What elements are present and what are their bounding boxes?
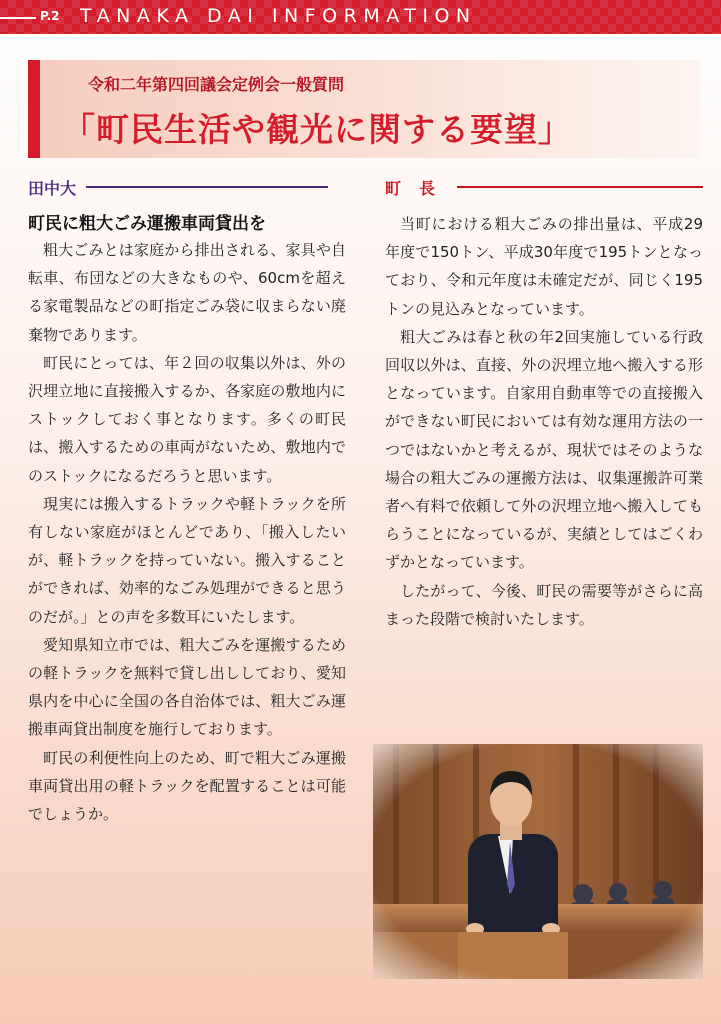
header-title: TANAKA DAI INFORMATION xyxy=(80,5,477,27)
speaker-name: 田中大 xyxy=(28,178,77,198)
question-column xyxy=(28,172,346,828)
photo-illustration xyxy=(373,744,703,979)
title-main: 「町民生活や観光に関する要望」 xyxy=(62,110,572,149)
title-subtitle: 令和二年第四回議会定例会一般質問 xyxy=(88,75,345,94)
header-bar xyxy=(0,0,721,34)
paragraph: 町民の利便性向上のため、町で粗大ごみ運搬車両貸出用の軽トラックを配置することは可能でしょうか。 xyxy=(28,748,346,824)
speaker-rule xyxy=(86,186,328,188)
paragraph: 愛知県知立市では、粗大ごみを運搬するための軽トラックを無料で貸し出ししており、愛知県内を中心に全国の各自治体では、粗大ごみ運搬車両貸出制度を施行しております。 xyxy=(28,635,346,739)
title-stripe xyxy=(28,60,40,158)
paragraph: 現実には搬入するトラックや軽トラックを所有しない家庭がほとんどであり、「搬入したいが、軽トラックを持っていない。搬入することができれば、効率的なごみ処理ができると思うのだが。」との声を多数耳にいたします。 xyxy=(28,494,346,626)
paragraph: 粗大ごみとは家庭から排出される、家具や自転車、布団などの大きなものや、60cmを超える家電製品などの町指定ごみ袋に収まらない廃棄物であります。 xyxy=(28,241,346,344)
paragraph: 当町における粗大ごみの排出量は、平成29年度で150トン、平成30年度で195トンとなっており、令和元年度は未確定だが、同じく195トンの見込みとなっています。 xyxy=(385,215,703,318)
speaker-rule xyxy=(457,186,703,188)
speaker-mayor xyxy=(385,172,703,202)
paragraph: 粗大ごみは春と秋の年2回実施している行政回収以外は、直接、外の沢埋立地へ搬入する形となっています。自家用自動車等での直接搬入ができない町民においては有効な運用方法の一つではないかと考えるが、現状ではそのような場合の粗大ごみの運搬方法は、収集運搬許可業者へ有料で依頼して外の沢埋立地へ搬入してもらうことになっているが、実績としてはごくわずかとなっています。 xyxy=(385,327,703,572)
page-number: P.2 xyxy=(40,9,60,23)
answer-column xyxy=(385,172,703,633)
header-line xyxy=(0,17,36,19)
paragraph: 町民にとっては、年２回の収集以外は、外の沢埋立地に直接搬入するか、各家庭の敷地内にストックしておく事となります。多くの町民は、搬入するための車両がないため、敷地内でのストックになるだろうと思います。 xyxy=(28,353,346,485)
question-body xyxy=(28,236,346,828)
question-heading: 町民に粗大ごみ運搬車両貸出を xyxy=(28,214,266,234)
speaker-name: 町長 xyxy=(385,178,454,198)
answer-body xyxy=(385,210,703,633)
title-box xyxy=(28,60,700,158)
paragraph: したがって、今後、町民の需要等がさらに高まった段階で検討いたします。 xyxy=(385,581,703,628)
speaker-tanaka xyxy=(28,172,346,202)
assembly-photo xyxy=(373,744,703,979)
